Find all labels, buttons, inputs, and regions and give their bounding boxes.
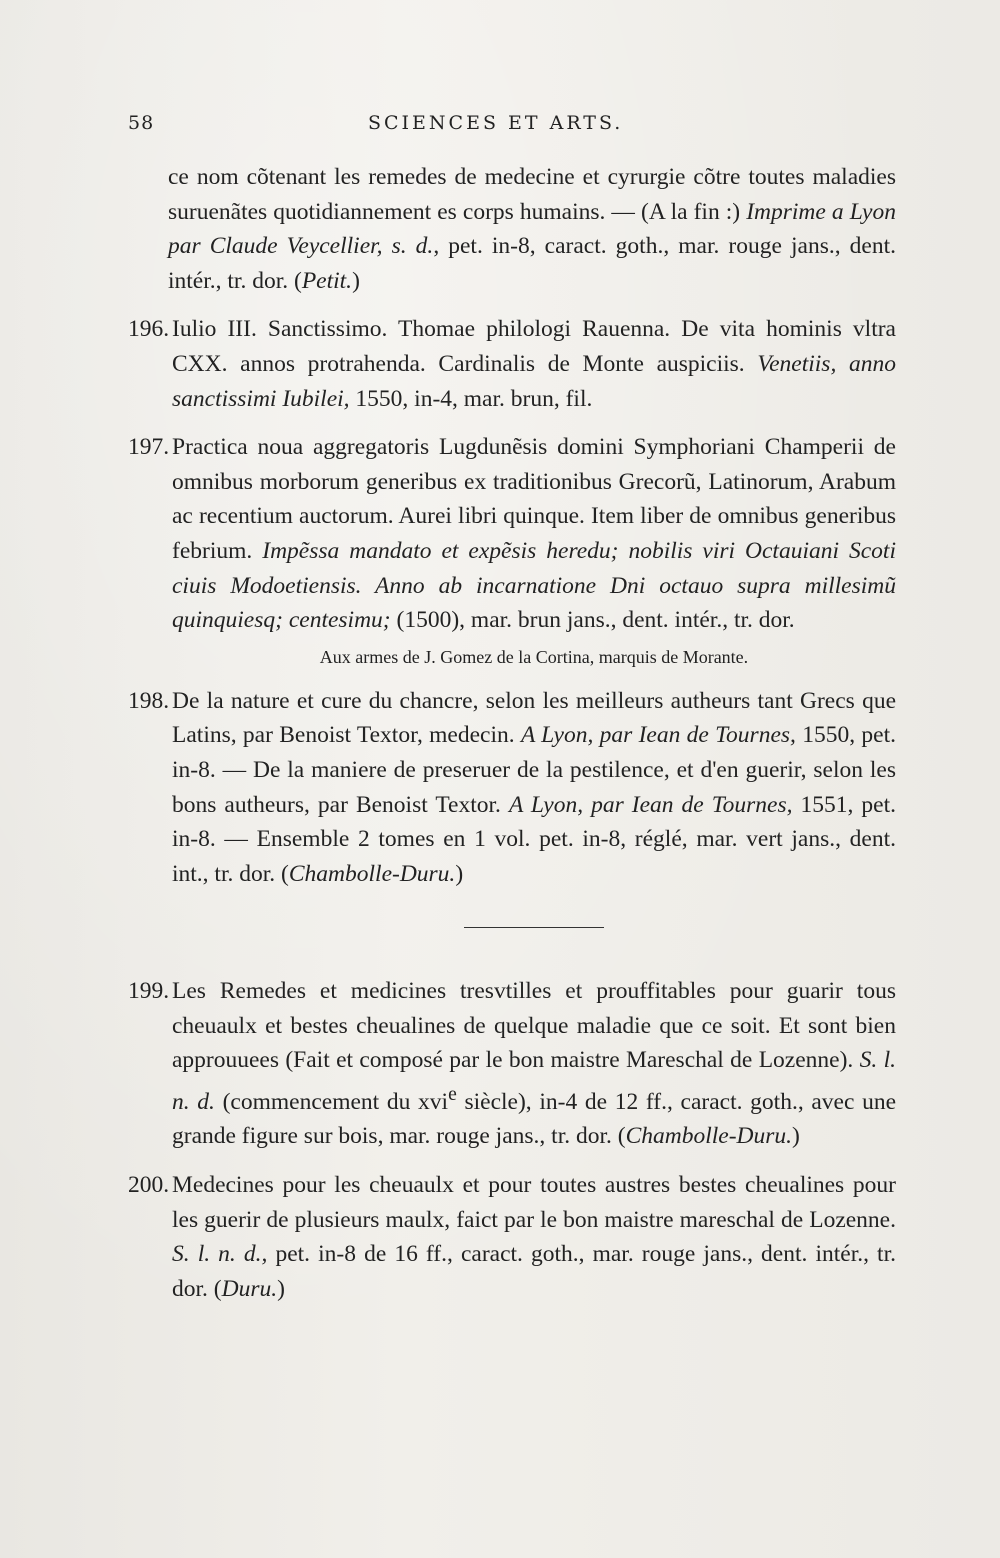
entry-text — [172, 430, 896, 638]
entry-number: 197. — [128, 434, 170, 461]
entry-description: 1551, pet. in-8. — Ensemble 2 tomes en 1 vol. pet. in-8, réglé, mar. vert jans., dent. int., tr. dor. ( — [172, 791, 896, 887]
binder-name: Duru. — [221, 1275, 278, 1302]
binder-name: Petit. — [301, 267, 353, 294]
running-head — [0, 112, 1000, 142]
entry-text — [172, 684, 896, 892]
entry-imprint: A Lyon, par Iean de Tournes, — [520, 722, 796, 749]
section-divider — [464, 927, 604, 928]
entry-200 — [128, 1168, 896, 1306]
entry-199 — [128, 974, 896, 1154]
binder-name: Chambolle-Duru. — [288, 860, 456, 887]
entry-note: Aux armes de J. Gomez de la Cortina, marquis de Morante. — [319, 646, 749, 667]
page-number: 58 — [128, 112, 155, 134]
entry-imprint: S. l. n. d. — [172, 1047, 897, 1115]
continued-text: ce nom cõtenant les remedes de medecine et cyrurgie cõtre toutes maladies suruenãtes quotidiannement es corps humains. — (A la fin :) — [168, 164, 896, 225]
entry-description: 1550, in-4, mar. brun, fil. — [349, 385, 593, 412]
entry-198 — [128, 684, 896, 892]
binder-name: Chambolle-Duru. — [625, 1123, 793, 1150]
entry-title: Medecines pour les cheuaulx et pour toutes austres bestes cheualines pour les guerir de plusieurs maulx, faict par le bon maistre mareschal de Lozenne. — [172, 1172, 896, 1233]
entry-imprint: A Lyon, par Iean de Tournes, — [508, 791, 793, 818]
entry-196 — [128, 312, 896, 416]
entry-title: 1550, pet. in-8. — De la maniere de preseruer de la pestilence, et d'en guerir, selon les bons autheurs, par Benoist Textor. — [172, 722, 896, 818]
entry-description: (commencement du xvi — [214, 1088, 449, 1115]
entry-number: 200. — [128, 1172, 170, 1199]
entry-text — [172, 1168, 896, 1306]
entry-description: siècle), in-4 de 12 ff., caract. goth., avec une grande figure sur bois, mar. rouge jans., tr. dor. ( — [172, 1088, 897, 1150]
entry-imprint: Venetiis, anno sanctissimi Iubilei, — [172, 350, 896, 412]
entry-number: 196. — [128, 316, 170, 343]
entry-title: Les Remedes et medicines tresvtilles et prouffitables pour guarir tous cheuaulx et bestes cheualines de quelque maladie que ce soit. Et sont bien approuuees (Fait et composé par le bon maistre Mareschal de Lozenne). — [172, 978, 896, 1074]
entry-197 — [128, 430, 896, 670]
entry-description: ) — [455, 860, 464, 887]
continued-text: ) — [352, 267, 360, 294]
continued-entry — [128, 160, 896, 298]
running-title: SCIENCES ET ARTS. — [368, 112, 624, 134]
entry-number: 199. — [128, 978, 170, 1005]
entry-title: De la nature et cure du chancre, selon les meilleurs autheurs tant Grecs que Latins, par Benoist Textor, medecin. — [172, 687, 896, 749]
entry-description: pet. in-8 de 16 ff., caract. goth., mar. rouge jans., dent. intér., tr. dor. ( — [172, 1241, 896, 1302]
entry-number: 198. — [128, 687, 170, 714]
continued-imprint: Imprime a Lyon par Claude Veycellier, s. d. — [168, 198, 896, 260]
entry-description: (1500), mar. brun jans., dent. intér., tr. dor. — [390, 607, 795, 634]
entry-description: ) — [792, 1123, 800, 1150]
entry-text — [172, 312, 896, 416]
entry-title: Iulio III. Sanctissimo. Thomae philologi Rauenna. De vita hominis vltra CXX. annos protrahenda. Cardinalis de Monte auspiciis. — [172, 316, 896, 377]
century-superscript: e — [448, 1084, 457, 1106]
entry-imprint: S. l. n. d., — [172, 1241, 268, 1268]
entry-text — [172, 974, 896, 1154]
body-text — [128, 160, 896, 1320]
entry-description: ) — [277, 1275, 285, 1302]
entry-title: Practica noua aggregatoris Lugdunẽsis domini Symphoriani Champerii de omnibus morborum generibus ex traditionibus Grecorũ, Latinorum, Arabum ac recentium auctorum. Aurei libri quinque. Item liber de omnibus generibus febrium. — [172, 434, 896, 564]
continued-text: , pet. in-8, caract. goth., mar. rouge jans., dent. intér., tr. dor. ( — [168, 233, 896, 294]
entry-imprint: Impẽssa mandato et expẽsis heredu; nobilis viri Octauiani Scoti ciuis Modoetiensis. Anno ab incarnatione Dni octauo supra millesimũ quinquiesq; centesimu; — [172, 537, 896, 634]
